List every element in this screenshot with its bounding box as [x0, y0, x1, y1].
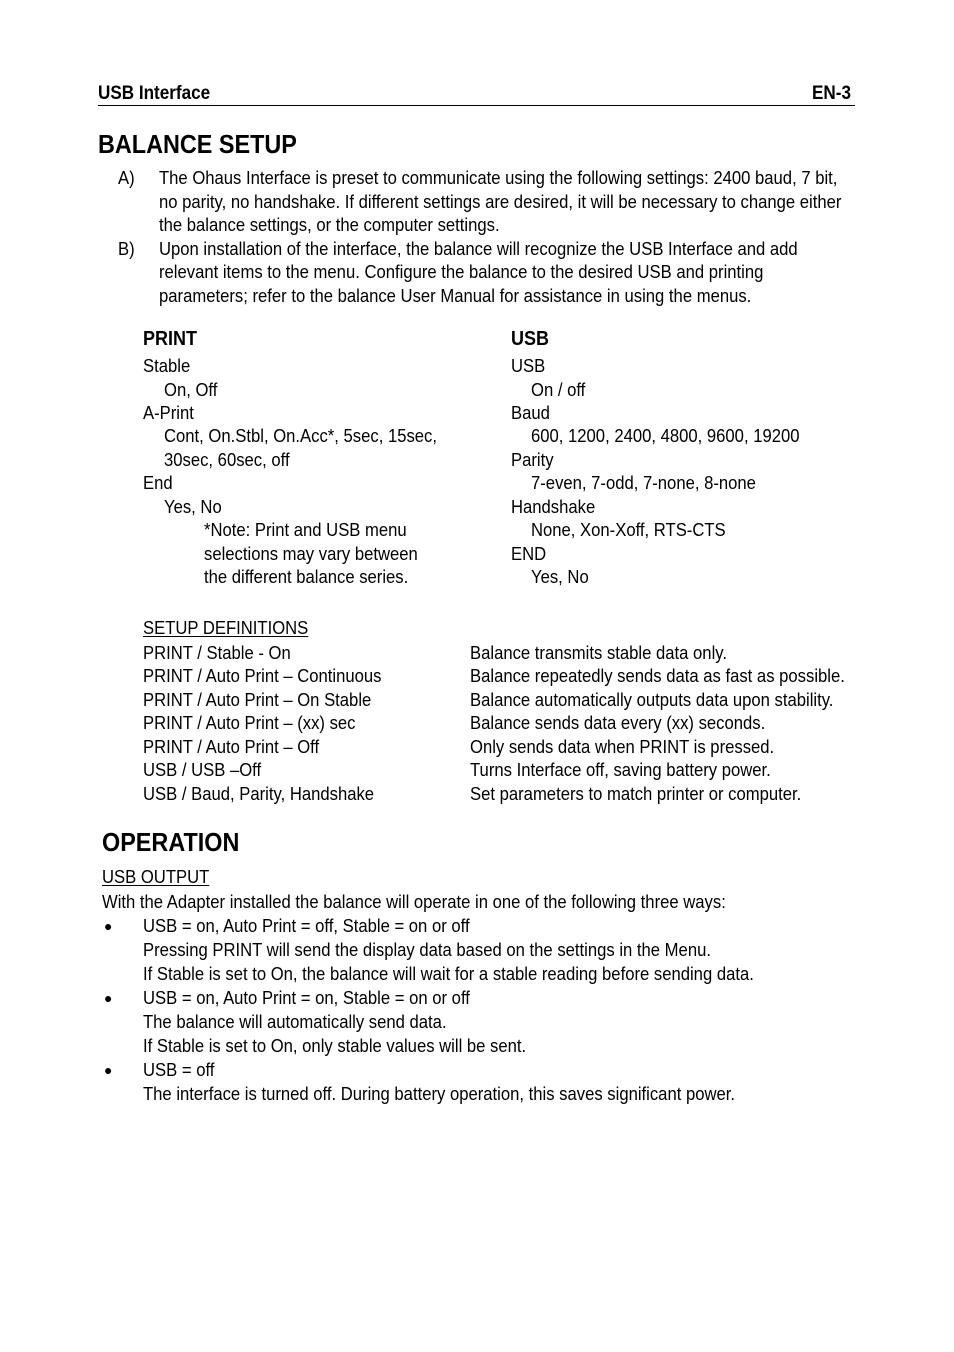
- print-menu-line: Cont, On.Stbl, On.Acc*, 5sec, 15sec,: [164, 425, 438, 446]
- bullet-line: Pressing PRINT will send the display data based on the settings in the Menu.: [143, 939, 711, 960]
- bullet-line: If Stable is set to On, the balance will wait for a stable reading before sending data.: [143, 963, 754, 984]
- print-menu-line: Stable: [143, 355, 191, 376]
- bullet-line: If Stable is set to On, only stable values will be sent.: [143, 1035, 527, 1056]
- item-a-marker: A): [118, 167, 135, 188]
- usb-menu-line: END: [511, 543, 547, 564]
- bullet-head: USB = on, Auto Print = on, Stable = on or off: [143, 987, 470, 1008]
- bullet-line: The balance will automatically send data.: [143, 1011, 447, 1032]
- definition-term: PRINT / Auto Print – (xx) sec: [143, 712, 356, 733]
- item-a-line-3: the balance settings, or the computer settings.: [159, 214, 500, 235]
- definition-text: Balance automatically outputs data upon stability.: [470, 689, 834, 710]
- item-b-marker: B): [118, 238, 135, 259]
- balance-setup-heading: BALANCE SETUP: [98, 129, 297, 159]
- definition-term: PRINT / Auto Print – On Stable: [143, 689, 372, 710]
- menu-note-line: the different balance series.: [204, 566, 409, 587]
- definition-text: Balance sends data every (xx) seconds.: [470, 712, 766, 733]
- menu-note-line: selections may vary between: [204, 543, 418, 564]
- definition-term: USB / USB –Off: [143, 759, 262, 780]
- definition-term: PRINT / Auto Print – Continuous: [143, 665, 382, 686]
- definition-text: Only sends data when PRINT is pressed.: [470, 736, 775, 757]
- print-menu-line: 30sec, 60sec, off: [164, 449, 290, 470]
- definition-text: Turns Interface off, saving battery power.: [470, 759, 771, 780]
- print-menu-heading: PRINT: [143, 328, 197, 350]
- page-header-title: USB Interface: [98, 83, 211, 104]
- definition-text: Balance transmits stable data only.: [470, 642, 727, 663]
- menu-note-line: *Note: Print and USB menu: [204, 519, 407, 540]
- bullet-icon: ●: [104, 990, 113, 1006]
- bullet-head: USB = on, Auto Print = off, Stable = on or off: [143, 915, 470, 936]
- item-b-line-3: parameters; refer to the balance User Manual for assistance in using the menus.: [159, 285, 752, 306]
- header-rule: [98, 105, 855, 106]
- definition-term: PRINT / Auto Print – Off: [143, 736, 320, 757]
- print-menu-line: End: [143, 472, 173, 493]
- usb-menu-line: 7-even, 7-odd, 7-none, 8-none: [531, 472, 756, 493]
- operation-intro: With the Adapter installed the balance will operate in one of the following three ways:: [102, 891, 726, 912]
- bullet-icon: ●: [104, 918, 113, 934]
- print-menu-line: On, Off: [164, 379, 218, 400]
- bullet-icon: ●: [104, 1062, 113, 1078]
- bullet-head: USB = off: [143, 1059, 215, 1080]
- usb-menu-line: Yes, No: [531, 566, 589, 587]
- bullet-line: The interface is turned off. During battery operation, this saves significant power.: [143, 1083, 736, 1104]
- item-a-line-2: no parity, no handshake. If different settings are desired, it will be necessary to change either: [159, 191, 842, 212]
- setup-definitions-heading: SETUP DEFINITIONS: [143, 617, 309, 638]
- definition-term: USB / Baud, Parity, Handshake: [143, 783, 375, 804]
- usb-menu-line: None, Xon-Xoff, RTS-CTS: [531, 519, 726, 540]
- print-menu-line: A-Print: [143, 402, 194, 423]
- definition-text: Balance repeatedly sends data as fast as possible.: [470, 665, 845, 686]
- usb-menu-line: USB: [511, 355, 546, 376]
- usb-menu-line: Handshake: [511, 496, 596, 517]
- print-menu-line: Yes, No: [164, 496, 222, 517]
- item-b-line-2: relevant items to the menu. Configure the balance to the desired USB and printing: [159, 261, 764, 282]
- usb-menu-heading: USB: [511, 328, 550, 350]
- usb-menu-line: 600, 1200, 2400, 4800, 9600, 19200: [531, 425, 800, 446]
- usb-menu-line: On / off: [531, 379, 586, 400]
- item-b-line-1: Upon installation of the interface, the balance will recognize the USB Interface and add: [159, 238, 798, 259]
- item-a-line-1: The Ohaus Interface is preset to communicate using the following settings: 2400 baud, 7 bit,: [159, 167, 838, 188]
- definition-term: PRINT / Stable - On: [143, 642, 291, 663]
- usb-menu-line: Baud: [511, 402, 550, 423]
- definition-text: Set parameters to match printer or computer.: [470, 783, 802, 804]
- operation-heading: OPERATION: [102, 827, 240, 857]
- usb-menu-line: Parity: [511, 449, 554, 470]
- usb-output-heading: USB OUTPUT: [102, 866, 210, 887]
- page-number: EN-3: [812, 83, 851, 104]
